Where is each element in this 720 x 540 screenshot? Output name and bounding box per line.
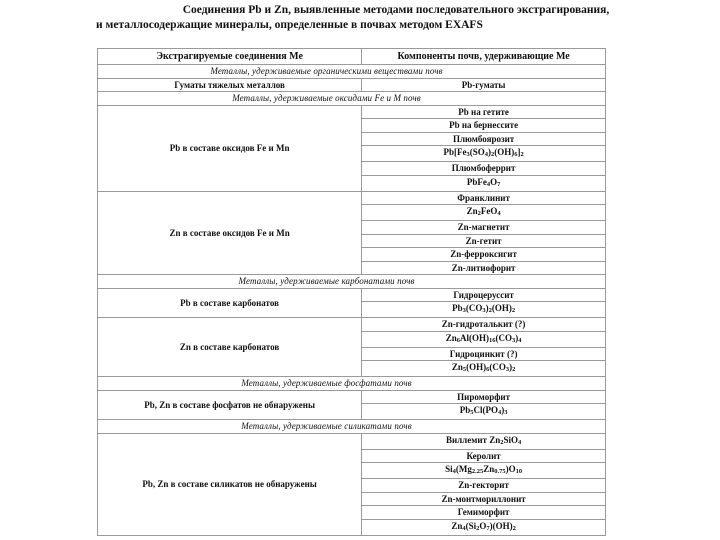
formula-subscript: 3 bbox=[505, 366, 510, 373]
header-extractable-compounds: Экстрагируемые соединения Ме bbox=[98, 49, 362, 65]
extractable-compound-cell: Pb в составе карбонатов bbox=[98, 288, 362, 318]
section-title-text: Металлы, удерживаемые карбонатами почв bbox=[238, 276, 415, 287]
section-row bbox=[98, 420, 606, 434]
soil-component-cell: Pb[Fe3(SO4)2(OH)6]2 bbox=[362, 146, 606, 162]
section-title bbox=[98, 275, 606, 289]
soil-component-cell: Zn-литиофорит bbox=[362, 261, 606, 275]
section-title bbox=[98, 65, 606, 79]
soil-component-cell: Керолит bbox=[362, 449, 606, 463]
table-row bbox=[98, 78, 606, 92]
soil-component-cell: Zn6Al(OH)16(CO3)4 bbox=[362, 331, 606, 347]
formula-subscript: 3 bbox=[504, 409, 508, 416]
page-heading bbox=[96, 3, 696, 33]
formula-subscript: 2 bbox=[512, 366, 516, 373]
soil-component-cell: Zn-монтмориллонит bbox=[362, 492, 606, 506]
heading-line-1: Соединения Pb и Zn, выявленные методами последовательного экстрагирования, bbox=[182, 4, 610, 16]
soil-component-cell: Zn-магнетит bbox=[362, 221, 606, 235]
soil-component-cell: Pb3(CO3)2(OH)2 bbox=[362, 302, 606, 318]
section-title-text: Металлы, удерживаемые силикатами почв bbox=[241, 421, 412, 432]
soil-component-cell: Zn2FeO4 bbox=[362, 205, 606, 221]
section-row bbox=[98, 275, 606, 289]
soil-component-cell: Гидроцеруссит bbox=[362, 288, 606, 302]
soil-component-cell: Гемиморфит bbox=[362, 506, 606, 520]
formula-subscript: 6 bbox=[514, 151, 518, 158]
formula-subscript: 2 bbox=[520, 151, 524, 158]
soil-component-cell: Zn-гекторит bbox=[362, 479, 606, 493]
extractable-compound-cell: Pb, Zn в составе фосфатов не обнаружены bbox=[98, 390, 362, 420]
section-title-text: Металлы, удерживаемые органическими веществами почв bbox=[210, 66, 443, 77]
formula-subscript: 5 bbox=[470, 409, 474, 416]
section-title bbox=[98, 377, 606, 391]
formula-subscript: 4 bbox=[484, 151, 488, 158]
formula-subscript: 16 bbox=[488, 336, 496, 344]
section-row bbox=[98, 377, 606, 391]
section-title bbox=[98, 92, 606, 106]
section-row bbox=[98, 65, 606, 79]
soil-component-cell: Zn-гетит bbox=[362, 234, 606, 248]
soil-component-cell: Пироморфит bbox=[362, 390, 606, 404]
soil-component-cell: PbFe4O7 bbox=[362, 175, 606, 191]
formula-subscript: 3 bbox=[466, 151, 470, 158]
formula-subscript: 4 bbox=[462, 524, 466, 532]
formula-subscript: 2 bbox=[512, 524, 516, 532]
formula-subscript: 3 bbox=[462, 307, 466, 314]
soil-component-cell: Виллемит Zn2SiO4 bbox=[362, 433, 606, 449]
soil-component-cell: Франклинит bbox=[362, 191, 606, 205]
table-row bbox=[98, 433, 606, 449]
soil-component-cell: Плюмбоферрит bbox=[362, 162, 606, 176]
formula-subscript: 7 bbox=[497, 180, 501, 188]
formula-subscript: 2 bbox=[477, 210, 481, 217]
formula-subscript: 4 bbox=[497, 409, 502, 416]
formula-subscript: 2.25 bbox=[471, 468, 484, 475]
formula-subscript: 0.75 bbox=[494, 468, 506, 475]
formula-subscript: 7 bbox=[486, 524, 490, 532]
section-row bbox=[98, 92, 606, 106]
soil-component-cell: Zn4(Si2O7)(OH)2 bbox=[362, 519, 606, 535]
section-title bbox=[98, 420, 606, 434]
soil-component-cell: Zn-гидроталькит (?) bbox=[362, 318, 606, 332]
formula-subscript: 2 bbox=[490, 151, 495, 158]
soil-component-cell: Pb на гетите bbox=[362, 105, 606, 119]
formula-subscript: 6 bbox=[486, 366, 490, 373]
section-title-text: Металлы, удерживаемые фосфатами почв bbox=[241, 378, 412, 389]
formula-subscript: 4 bbox=[518, 336, 522, 344]
section-title-text: Металлы, удерживаемые оксидами Fe и M почв bbox=[232, 93, 421, 104]
soil-component-cell: Pb-гуматы bbox=[362, 78, 606, 92]
heading-line-2: и металлосодержащие минералы, определенные в почвах методом EXAFS bbox=[96, 19, 483, 31]
soil-component-cell: Zn-ферроксигит bbox=[362, 248, 606, 262]
soil-component-cell: Плюмбоярозит bbox=[362, 132, 606, 146]
table-row bbox=[98, 390, 606, 404]
extractable-compound-cell: Zn в составе карбонатов bbox=[98, 318, 362, 377]
extractable-compound-cell: Pb в составе оксидов Fe и Mn bbox=[98, 105, 362, 191]
soil-component-cell: Pb на бернессите bbox=[362, 119, 606, 133]
formula-subscript: 2 bbox=[488, 307, 492, 314]
formula-subscript: 4 bbox=[452, 468, 456, 475]
extractable-compound-cell: Pb, Zn в составе силикатов не обнаружены bbox=[98, 433, 362, 535]
formula-subscript: 4 bbox=[497, 210, 501, 217]
formula-subscript: 2 bbox=[500, 438, 504, 446]
soil-component-cell: Zn5(OH)6(CO3)2 bbox=[362, 361, 606, 377]
table-row bbox=[98, 191, 606, 205]
compounds-table bbox=[97, 48, 606, 536]
table-row bbox=[98, 288, 606, 302]
formula-subscript: 10 bbox=[515, 468, 523, 475]
formula-subscript: 5 bbox=[462, 366, 467, 373]
soil-component-cell: Гидроцинкит (?) bbox=[362, 347, 606, 361]
extractable-compound-cell: Zn в составе оксидов Fe и Mn bbox=[98, 191, 362, 275]
formula-subscript: 3 bbox=[511, 336, 516, 344]
table-header-row bbox=[98, 49, 606, 65]
formula-subscript: 2 bbox=[511, 307, 516, 314]
table-row bbox=[98, 318, 606, 332]
header-soil-components: Компоненты почв, удерживающие Ме bbox=[362, 49, 606, 65]
formula-subscript: 6 bbox=[456, 336, 460, 344]
formula-subscript: 4 bbox=[517, 438, 522, 446]
soil-component-cell: Si4(Mg2.25Zn0.75)O10 bbox=[362, 463, 606, 479]
formula-subscript: 3 bbox=[482, 307, 486, 314]
formula-subscript: 2 bbox=[476, 524, 480, 532]
formula-subscript: 4 bbox=[486, 180, 491, 188]
table-row bbox=[98, 105, 606, 119]
extractable-compound-cell: Гуматы тяжелых металлов bbox=[98, 78, 362, 92]
soil-component-cell: Pb5Cl(PO4)3 bbox=[362, 404, 606, 420]
